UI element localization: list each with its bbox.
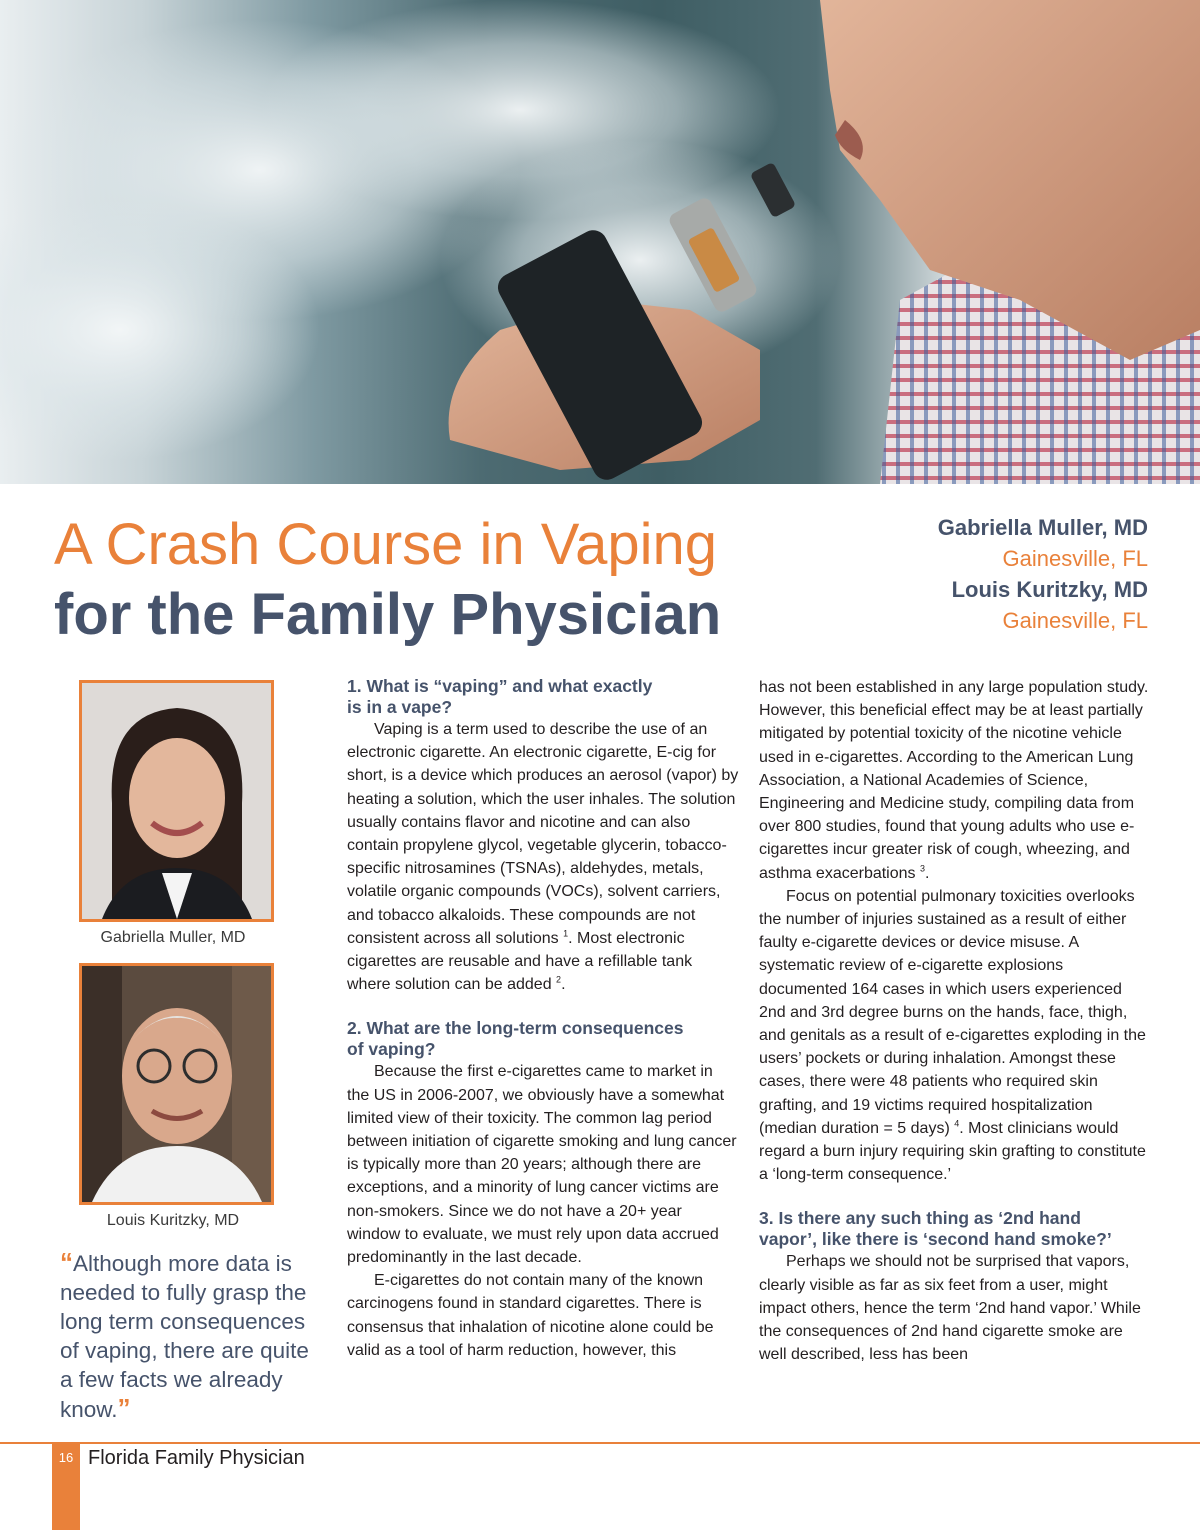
author-list — [938, 512, 1148, 636]
paragraph: Vaping is a term used to describe the use of an electronic cigarette. An electronic cigarette, E-cig for short, is a device which produces an aerosol (vapor) by heating a solution, which the user inhales. The solution usually contains flavor and nicotine and can also contain propylene glycol, vegetable glycerin, tobacco-specific nitrosamines (TSNAs), aldehydes, metals, volatile organic compounds (VOCs), solvent carriers, and tobacco alkaloids. These compounds are not consistent across all solutions $^1$. Most electronic cigarettes are reusable and have a refillable tank where solution can be added $^2$. — [347, 721, 739, 994]
paragraph: Perhaps we should not be surprised that vapors, clearly visible as far as six feet from a user, might impact others, hence the term ‘2nd hand vapor.’ While the consequences of 2nd hand cigarette smoke are well described, less has been — [759, 1253, 1141, 1364]
article-title-line2: for the Family Physician — [54, 582, 722, 647]
photo-caption: Louis Kuritzky, MD — [106, 1212, 240, 1229]
paragraph: E-cigarettes do not contain many of the known carcinogens found in standard cigarettes. There is consensus that inhalation of nicotine alone could be valid as a tool of harm reduction, however, this — [347, 1272, 714, 1359]
quote-mark-open: “ — [60, 1247, 73, 1277]
person-vaping-illustration — [0, 0, 1200, 484]
section-heading: 2. What are the long-term consequences of vaping? — [347, 1018, 684, 1060]
author-photo-kuritzky — [79, 963, 274, 1205]
body-column-right — [759, 676, 1151, 1366]
author-name: Louis Kuritzky, MD — [951, 577, 1148, 602]
magazine-name: Florida Family Physician — [88, 1447, 305, 1469]
body-column-middle — [347, 676, 739, 1362]
page-number: 16 — [58, 1450, 74, 1465]
footer-rule — [0, 1442, 1200, 1444]
paragraph: has not been established in any large population study. However, this beneficial effect may be at least partially mitigated by potential toxicity of the nicotine vehicle used in e-cigarettes. According to the American Lung Association, a National Academies of Science, Engineering and Medicine study, compiling data from over 800 studies, found that young adults who use e-cigarettes incur greater risk of cough, wheezing, and asthma exacerbations $^3$. — [759, 679, 1149, 882]
reference-marker: 2 — [556, 974, 562, 985]
quote-mark-close: ” — [117, 1393, 131, 1423]
author-photo-muller — [79, 680, 274, 922]
section-heading: 1. What is “vaping” and what exactly is in a vape? — [347, 676, 653, 717]
pull-quote — [60, 1248, 322, 1424]
reference-marker: 1 — [563, 928, 569, 939]
hero-photo — [0, 0, 1200, 484]
article-title-line1: A Crash Course in Vaping — [54, 512, 718, 577]
paragraph: Because the first e-cigarettes came to market in the US in 2006-2007, we obviously have a somewhat limited view of their toxicity. The common lag period between initiation of cigarette smoking and lung cancer is typically more than 20 years; although there are exceptions, and a minority of lung cancer victims are non-smokers. Since we do not have a 20+ year window to evaluate, we must rely upon data accrued predominantly in the last decade. — [347, 1063, 737, 1267]
section-heading: 3. Is there any such thing as ‘2nd hand vapor’, like there is ‘second hand smoke?’ — [759, 1208, 1112, 1250]
author-location: Gainesville, FL — [1002, 608, 1148, 633]
reference-marker: 4 — [954, 1118, 960, 1129]
author-name: Gabriella Muller, MD — [937, 515, 1148, 540]
photo-caption: Gabriella Muller, MD — [100, 929, 246, 946]
author-location: Gainesville, FL — [1002, 546, 1148, 571]
quote-text: Although more data is needed to fully grasp the long term consequences of vaping, there are quite a few facts we already know. — [60, 1251, 309, 1422]
reference-marker: 3 — [919, 863, 925, 874]
paragraph: Focus on potential pulmonary toxicities overlooks the number of injuries sustained as a result of either faulty e-cigarette devices or device misuse. A systematic review of e-cigarette explosions documented 164 cases in which users experienced 2nd and 3rd degree burns on the hands, face, thigh, and genitals as a result of e-cigarettes exploding in the users’ pockets or during inhalation. Amongst these cases, there were 48 patients who required skin grafting, and 19 victims required hospitalization (median duration = 5 days) $^4$. Most clinicians would regard a burn injury requiring skin grafting to constitute a ‘long-term consequence.’ — [759, 887, 1146, 1184]
